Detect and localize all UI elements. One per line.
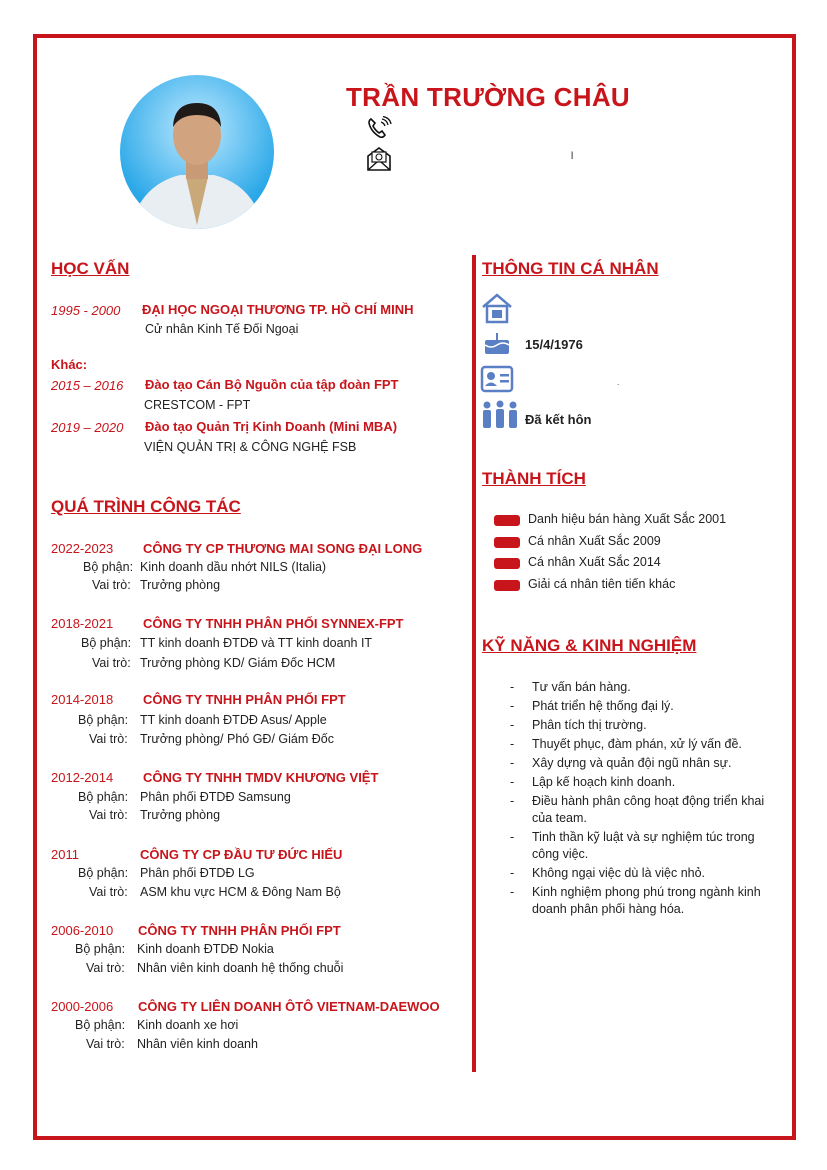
job-dept: Phân phối ĐTDĐ Samsung (140, 790, 291, 804)
skill-item: - Xây dựng và quản đội ngũ nhân sự. (506, 755, 770, 772)
job-years: 2014-2018 (51, 692, 114, 707)
edu-main-degree: Cử nhân Kinh Tế Đối Ngoại (145, 322, 299, 336)
job-dept: TT kinh doanh ĐTDĐ và TT kinh doanh IT (140, 636, 373, 650)
job-years: 2000-2006 (51, 999, 114, 1014)
job-company: CÔNG TY LIÊN DOANH ÔTÔ VIETNAM-DAEWOO (138, 999, 440, 1014)
job-company: CÔNG TY CP THƯƠNG MAI SONG ĐẠI LONG (143, 541, 423, 556)
family-icon (480, 400, 520, 435)
edu-other-years-1: 2015 – 2016 (51, 378, 124, 393)
skill-item: - Kinh nghiệm phong phú trong ngành kinh doanh phân phối hàng hóa. (506, 884, 770, 918)
skill-item: - Tinh thần kỹ luật và sự nghiệm túc trong công việc. (506, 829, 770, 863)
job-company: CÔNG TY TNHH PHÂN PHỐI FPT (143, 692, 346, 707)
home-icon (480, 291, 514, 330)
job-dept-label: Bộ phận: (78, 713, 129, 727)
achievement-item: Giải cá nhân tiên tiến khác (528, 577, 676, 591)
skill-item: - Phát triển hệ thống đại lý. (506, 698, 770, 715)
job-role-label: Vai trò: (86, 961, 125, 975)
phone-icon (366, 116, 392, 140)
job-dept-label: Bộ phận: (83, 560, 134, 574)
job-dept: Phân phối ĐTDĐ LG (140, 866, 255, 880)
job-role: Trưởng phòng (140, 808, 221, 822)
edu-main-school: ĐẠI HỌC NGOẠI THƯƠNG TP. HỒ CHÍ MINH (142, 302, 414, 317)
achievements-title: THÀNH TÍCH (482, 469, 586, 488)
job-role-label: Vai trò: (89, 808, 128, 822)
profile-photo (120, 75, 274, 229)
skills-title: KỸ NĂNG & KINH NGHIỆM (482, 636, 697, 655)
edu-other-course-2: Đào tạo Quản Trị Kinh Doanh (Mini MBA) (145, 419, 398, 434)
job-role-label: Vai trò: (92, 578, 131, 592)
work-title: QUÁ TRÌNH CÔNG TÁC (51, 497, 241, 516)
job-role: ASM khu vực HCM & Đông Nam Bộ (140, 885, 341, 899)
skills-list (506, 679, 770, 920)
marital-value: Đã kết hôn (525, 412, 592, 427)
job-role: Nhân viên kinh doanh (137, 1037, 258, 1051)
achievement-bullet (494, 515, 520, 526)
job-company: CÔNG TY TNHH PHÂN PHỐI SYNNEX-FPT (143, 616, 404, 631)
achievement-item: Cá nhân Xuất Sắc 2009 (528, 534, 661, 548)
job-role-label: Vai trò: (86, 1037, 125, 1051)
achievement-item: Cá nhân Xuất Sắc 2014 (528, 555, 661, 569)
job-dept-label: Bộ phận: (78, 866, 129, 880)
edu-other-org-1: CRESTCOM - FPT (144, 398, 251, 412)
job-dept: Kinh doanh dầu nhớt NILS (Italia) (140, 560, 327, 574)
skill-item: - Phân tích thị trường. (506, 717, 770, 734)
job-dept: Kinh doanh ĐTDĐ Nokia (137, 942, 274, 956)
email-icon (366, 146, 392, 170)
edu-other-org-2: VIỆN QUẢN TRỊ & CÔNG NGHỆ FSB (144, 440, 357, 454)
job-years: 2018-2021 (51, 616, 114, 631)
personal-title: THÔNG TIN CÁ NHÂN (482, 259, 659, 278)
birthday-cake-icon (482, 330, 512, 361)
edu-main-years: 1995 - 2000 (51, 303, 121, 318)
job-company: CÔNG TY TNHH PHÂN PHỐI FPT (138, 923, 341, 938)
skill-item: - Không ngại việc dù là việc nhỏ. (506, 865, 770, 882)
job-years: 2011 (51, 847, 79, 862)
job-dept-label: Bộ phận: (75, 942, 126, 956)
job-dept: TT kinh doanh ĐTDĐ Asus/ Apple (140, 713, 327, 727)
achievement-bullet (494, 537, 520, 548)
id-card-icon (480, 364, 514, 399)
job-role-label: Vai trò: (89, 732, 128, 746)
job-dept-label: Bộ phận: (75, 1018, 126, 1032)
job-dept-label: Bộ phận: (81, 636, 132, 650)
job-role-label: Vai trò: (89, 885, 128, 899)
birthday-value: 15/4/1976 (525, 337, 583, 352)
column-divider (472, 255, 476, 1072)
job-role: Trưởng phòng (140, 578, 221, 592)
skill-item: - Điều hành phân công hoạt động triển khai của team. (506, 793, 770, 827)
edu-other-years-2: 2019 – 2020 (51, 420, 124, 435)
tiny-mark: . (617, 378, 620, 387)
job-years: 2006-2010 (51, 923, 114, 938)
job-role: Nhân viên kinh doanh hệ thống chuỗi (137, 961, 344, 975)
achievement-item: Danh hiệu bán hàng Xuất Sắc 2001 (528, 512, 727, 526)
job-years: 2012-2014 (51, 770, 114, 785)
skill-item: - Thuyết phục, đàm phán, xử lý vấn đề. (506, 736, 770, 753)
education-title: HỌC VẤN (51, 259, 130, 278)
skill-item: - Lập kế hoạch kinh doanh. (506, 774, 770, 791)
job-role: Trưởng phòng KD/ Giám Đốc HCM (140, 656, 336, 670)
skill-item: - Tư vấn bán hàng. (506, 679, 770, 696)
job-company: CÔNG TY CP ĐẦU TƯ ĐỨC HIẾU (140, 847, 343, 862)
job-dept: Kinh doanh xe hơi (137, 1018, 239, 1032)
achievement-bullet (494, 580, 520, 591)
job-role-label: Vai trò: (92, 656, 131, 670)
stray-mark: l (571, 151, 574, 162)
job-role: Trưởng phòng/ Phó GĐ/ Giám Đốc (140, 732, 334, 746)
job-company: CÔNG TY TNHH TMDV KHƯƠNG VIỆT (143, 770, 379, 785)
edu-other-course-1: Đào tạo Cán Bộ Nguồn của tập đoàn FPT (145, 377, 399, 392)
achievement-bullet (494, 558, 520, 569)
candidate-name: TRẦN TRƯỜNG CHÂU (346, 82, 630, 112)
job-years: 2022-2023 (51, 541, 114, 556)
job-dept-label: Bộ phận: (78, 790, 129, 804)
edu-other-label: Khác: (51, 357, 88, 372)
